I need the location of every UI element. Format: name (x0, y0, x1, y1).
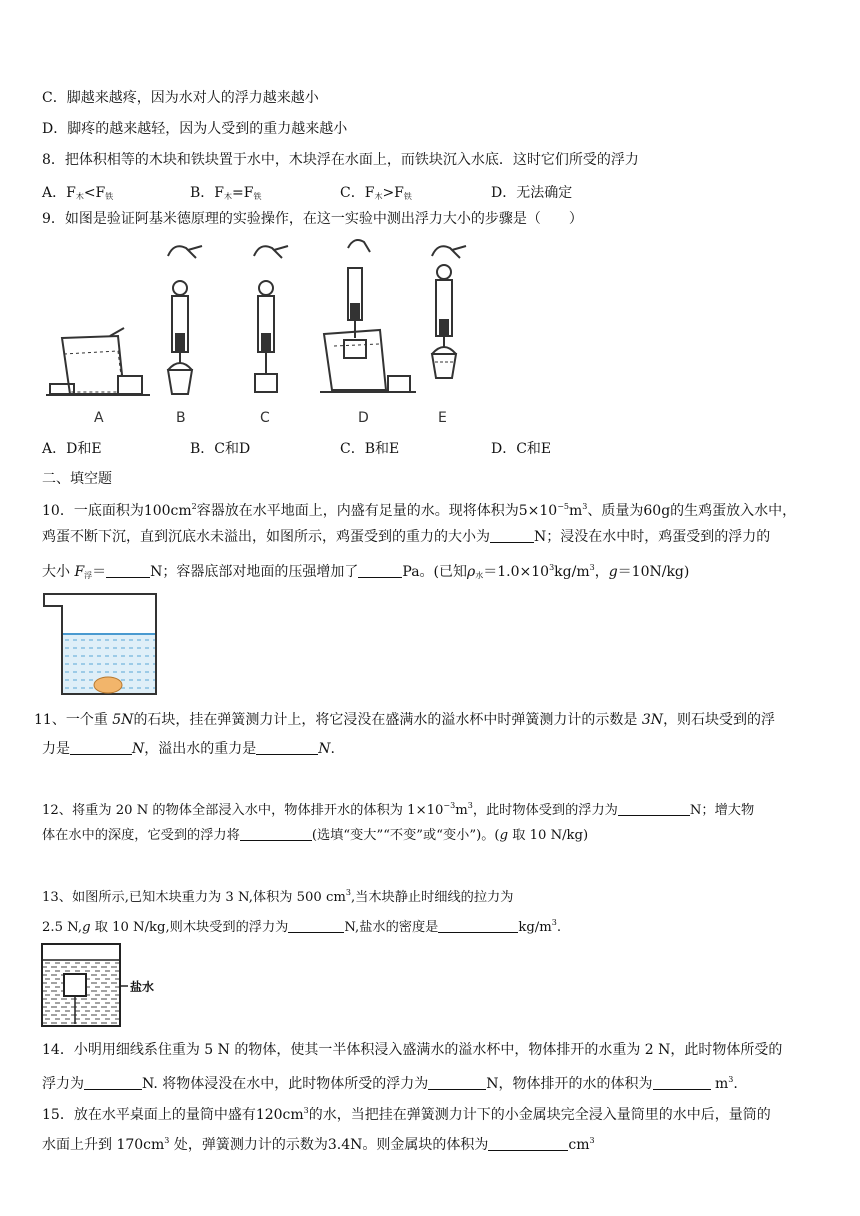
figure-label-b: B (176, 410, 186, 426)
q13-line-2: 2.5 N,g 取 10 N/kg,则木块受到的浮力为 N,盐水的密度是 $kg/m^3$. (42, 918, 562, 935)
q15-line-1: 15．放在水平桌面上的量筒中盛有$120cm^3$的水，当把挂在弹簧测力计下的小金属块完全浸入量筒里的水中后，量筒的 (42, 1106, 771, 1123)
figure-label-c: C (260, 410, 270, 426)
q7-option-d: D．脚疼的越来越轻，因为人受到的重力越来越小 (42, 121, 348, 137)
q14-blank-1[interactable] (84, 1075, 142, 1090)
q13-blank-1[interactable] (288, 918, 344, 933)
q14-line-2: 浮力为 N. 将物体浸没在水中，此时物体所受的浮力为 N，物体排开的水的体积为 $m^3$. (42, 1075, 738, 1092)
q9-stem: 9．如图是验证阿基米德原理的实验操作，在这一实验中测出浮力大小的步骤是（ ） (42, 211, 583, 227)
wooden-block (64, 974, 86, 996)
q10-line-2: 鸡蛋不断下沉，直到沉底水未溢出，如图所示，鸡蛋受到的重力的大小为 N；浸没在水中时，鸡蛋受到的浮力的 (42, 529, 771, 545)
q14-blank-3[interactable] (653, 1075, 711, 1090)
q12-blank-1[interactable] (618, 801, 690, 816)
q12-line-2: 体在水中的深度，它受到的浮力将 (选填“变大”“不变”或“变小”)。(g 取 10 N/kg) (42, 828, 589, 843)
q8-option-a: A．$F_木<F_铁$ (42, 185, 114, 201)
q11-blank-1[interactable] (70, 740, 132, 755)
figure-e-scale-bucket-water (432, 246, 466, 378)
q8-option-b: B．$F_木=F_铁$ (190, 185, 262, 201)
q10-blank-2[interactable] (106, 563, 150, 578)
figure-label-d: D (358, 410, 369, 426)
q12-blank-2[interactable] (240, 826, 312, 841)
q10-blank-1[interactable] (490, 528, 534, 543)
q10-line-3: 大小 $F_浮= N$；容器底部对地面的压强增加了 Pa。(已知$\rho_水=1.0\times 10^3kg/m^3$，g＝10N/kg) (42, 563, 690, 580)
figure-label-a: A (94, 410, 104, 426)
q9-option-a: A．D和E (42, 441, 102, 457)
egg-shape (94, 677, 122, 693)
q15-blank-1[interactable] (488, 1136, 568, 1151)
q11-line-2: 力是 N，溢出水的重力是 N. (42, 741, 335, 757)
q12-line-1: 12、将重为 20 N 的物体全部浸入水中，物体排开水的体积为 $1\times 10^{-3}m^3$，此时物体受到的浮力为 N；增大物 (42, 801, 755, 818)
section-title-fill-in: 二、填空题 (42, 471, 112, 487)
q15-line-2: 水面上升到 $170cm^3$ 处，弹簧测力计的示数为3.4N。则金属块的体积为 $cm^3$ (42, 1136, 595, 1153)
saltwater-label: 盐水 (130, 980, 155, 994)
q14-line-1: 14．小明用细线系住重为 5 N 的物体，使其一半体积浸入盛满水的溢水杯中，物体排开的水重为 2 N，此时物体所受的 (42, 1042, 783, 1058)
q9-option-c: C．B和E (340, 441, 400, 457)
figure-b-scale-bucket (168, 246, 202, 394)
q11-blank-2[interactable] (256, 740, 318, 755)
figure-a-overflow-beaker (46, 328, 150, 395)
q10-line-1: 10．一底面积为$100cm^2$容器放在水平地面上，内盛有足量的水。现将体积为$5\times 10^{-5}m^3$、质量为60g的生鸡蛋放入水中， (42, 502, 797, 519)
figure-label-e: E (438, 410, 447, 426)
q13-line-1: 13、如图所示,已知木块重力为 3 N,体积为 500 $cm^3$,当木块静止时细线的拉力为 (42, 888, 514, 905)
figure-d-block-in-beaker (320, 240, 416, 392)
q13-blank-2[interactable] (438, 918, 518, 933)
egg-in-container-figure (40, 588, 162, 698)
block-in-saltwater-figure (40, 940, 170, 1030)
q14-blank-2[interactable] (428, 1075, 486, 1090)
archimedes-experiment-figure (40, 238, 470, 428)
q8-option-d: D．无法确定 (491, 185, 573, 201)
q8-option-c: C．$F_木>F_铁$ (340, 185, 412, 201)
q9-option-b: B．C和D (190, 441, 251, 457)
q8-stem: 8．把体积相等的木块和铁块置于水中，木块浮在水面上，而铁块沉入水底．这时它们所受的浮力 (42, 152, 639, 168)
q7-option-c: C．脚越来越疼，因为水对人的浮力越来越小 (42, 90, 319, 106)
figure-c-scale-block (254, 246, 288, 392)
q10-blank-3[interactable] (358, 563, 402, 578)
q9-option-d: D．C和E (491, 441, 552, 457)
q11-line-1: 11、一个重 5N的石块，挂在弹簧测力计上，将它浸没在盛满水的溢水杯中时弹簧测力计的示数是 3N，则石块受到的浮 (34, 712, 776, 728)
